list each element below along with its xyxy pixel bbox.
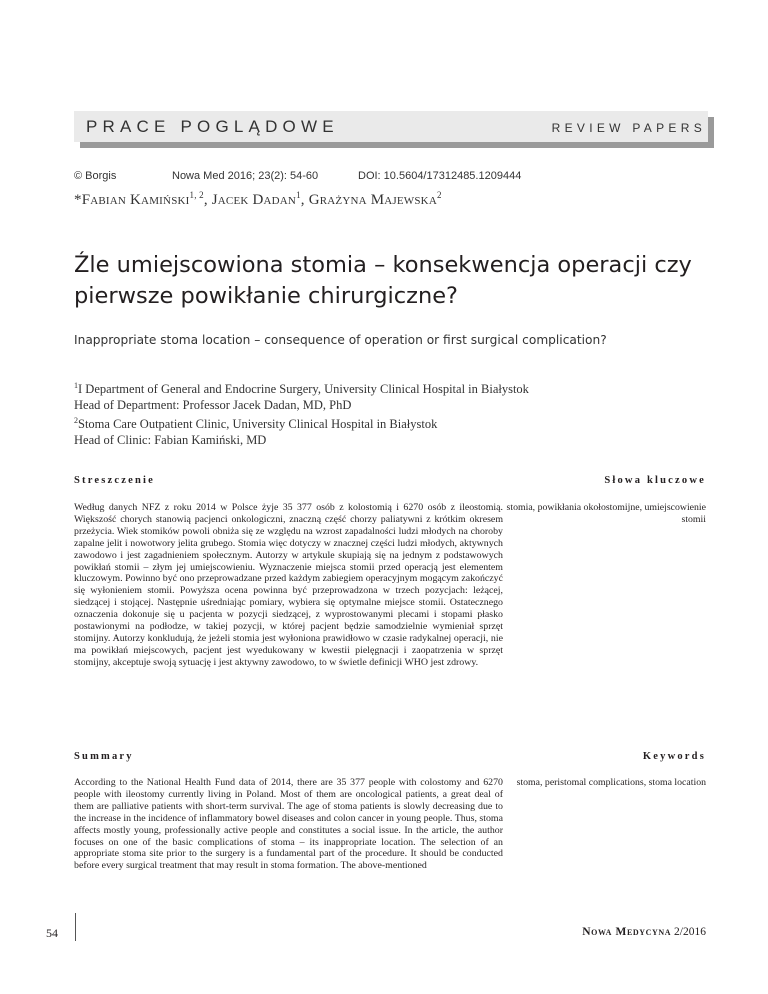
affiliation-line <box>74 433 529 449</box>
journal-name: Nowa Medycyna <box>582 926 672 938</box>
keywords-text: stoma, peristomal complications, stoma location <box>516 777 706 788</box>
author-affiliation-mark: 1 <box>296 190 301 200</box>
affiliation-line <box>74 413 529 433</box>
slowa-kluczowe-text: stomia, powikłania okołostomijne, umiejscowienie stomii <box>506 502 706 525</box>
journal-issue: 2/2016 <box>674 926 706 938</box>
affiliations <box>74 378 529 448</box>
affiliation-text: I Department of General and Endocrine Surgery, University Clinical Hospital in Białystok <box>78 382 529 397</box>
streszczenie-heading: Streszczenie <box>74 475 156 486</box>
section-label-en: REVIEW PAPERS <box>551 121 706 135</box>
keywords-heading: Keywords <box>642 751 706 762</box>
summary-text: According to the National Health Fund data of 2014, there are 35 377 people with colostomy and 6270 people with ileostomy currently living in Poland. Most of them are oncological patients, a great deal of them are palliative patients with short-term survival. The age of stoma patients is slowly decreasing due to the increase in the incidence of inflammatory bowel diseases and colon cancer in young people. Thus, stoma affects mostly young, professionally active people and constitutes a social issue. In the article, the author focuses on one of the basic complications of stoma – its inappropriate location. The selection of an appropriate stoma site prior to the surgery is a fundamental part of the procedure. It should be conducted before every surgical treatment that may result in stoma formation. The above-mentioned <box>74 777 503 872</box>
affiliation-mark: 1 <box>74 381 78 390</box>
streszczenie-text: Według danych NFZ z roku 2014 w Polsce żyje 35 377 osób z kolostomią i 6270 osób z ileostomią. Większość chorych stanowią pacjenci onkologiczni, znaczną część chorzy paliatywni z krótkim okresem przeżycia. Wiek stomików powoli obniża się ze względu na wzrost zapadalności ludzi młodych na choroby zapalne jelit i nowotwory jelita grubego. Stomia więc dotyczy w znacznej części ludzi młodych, aktywnych zawodowo i jest zagadnieniem społecznym. Autorzy w artykule skupiają się na jednym z podstawowych powikłań stomii – złym jej umiejscowieniu. Wyznaczenie miejsca stomii przed operacją jest elementem kluczowym. Powinno być ono przeprowadzane przed każdym zabiegiem operacyjnym mogącym zakończyć się wyłonieniem stomii. Powyższa ocena powinna być przeprowadzona w trzech pozycjach: leżącej, siedzącej i stojącej. Następnie uśredniając pomiary, wybiera się optymalne miejsce stomii. Ostatecznego oznaczenia dokonuje się u pacjenta w pozycji siedzącej, z wyprostowanymi plecami i stopami płasko postawionymi na podłodze, w takiej pozycji, w której pacjent będzie samodzielnie wymieniał sprzęt stomijny. Autorzy konkludują, że jeżeli stomia jest wyłoniona prawidłowo w czasie radykalnej operacji, nie ma powikłań miejscowych, pacjent jest wyedukowany w kwestii pielęgnacji i zaopatrzenia w sprzęt stomijny, akceptuje swoją sytuację i jest aktywny zawodowo, to w świetle definicji WHO jest zdrowy. <box>74 502 503 668</box>
article-subtitle: Inappropriate stoma location – consequence of operation or first surgical complication? <box>74 333 607 347</box>
affiliation-text: Head of Clinic: Fabian Kamiński, MD <box>74 432 267 447</box>
affiliation-mark: 2 <box>74 416 78 426</box>
affiliation-text: Stoma Care Outpatient Clinic, University Clinical Hospital in Białystok <box>78 417 438 432</box>
citation: Nowa Med 2016; 23(2): 54-60 <box>172 170 319 182</box>
article-title: Źle umiejscowiona stomia – konsekwencja operacji czy pierwsze powikłanie chirurgiczne? <box>74 252 692 309</box>
author-separator: , <box>203 192 212 208</box>
copyright: © Borgis <box>74 170 117 182</box>
footer-divider <box>75 913 76 941</box>
slowa-kluczowe-heading: Słowa kluczowe <box>604 475 706 486</box>
journal-footer <box>582 926 706 938</box>
affiliation-line <box>74 398 529 414</box>
affiliation-line <box>74 378 529 398</box>
author-list <box>74 190 442 209</box>
affiliation-text: Head of Department: Professor Jacek Dadan, MD, PhD <box>74 397 352 412</box>
author-name: *Fabian Kamiński <box>74 192 190 208</box>
doi-link[interactable]: DOI: 10.5604/17312485.1209444 <box>358 170 522 182</box>
author-name: Grażyna Majewska <box>308 192 437 208</box>
author-name: Jacek Dadan <box>211 192 297 208</box>
section-label-pl: PRACE POGLĄDOWE <box>86 117 339 136</box>
author-affiliation-mark: 2 <box>436 190 442 200</box>
author-separator: , <box>300 192 309 208</box>
summary-heading: Summary <box>74 751 134 762</box>
author-affiliation-mark: 1, 2 <box>189 190 204 200</box>
page-number: 54 <box>46 926 58 940</box>
